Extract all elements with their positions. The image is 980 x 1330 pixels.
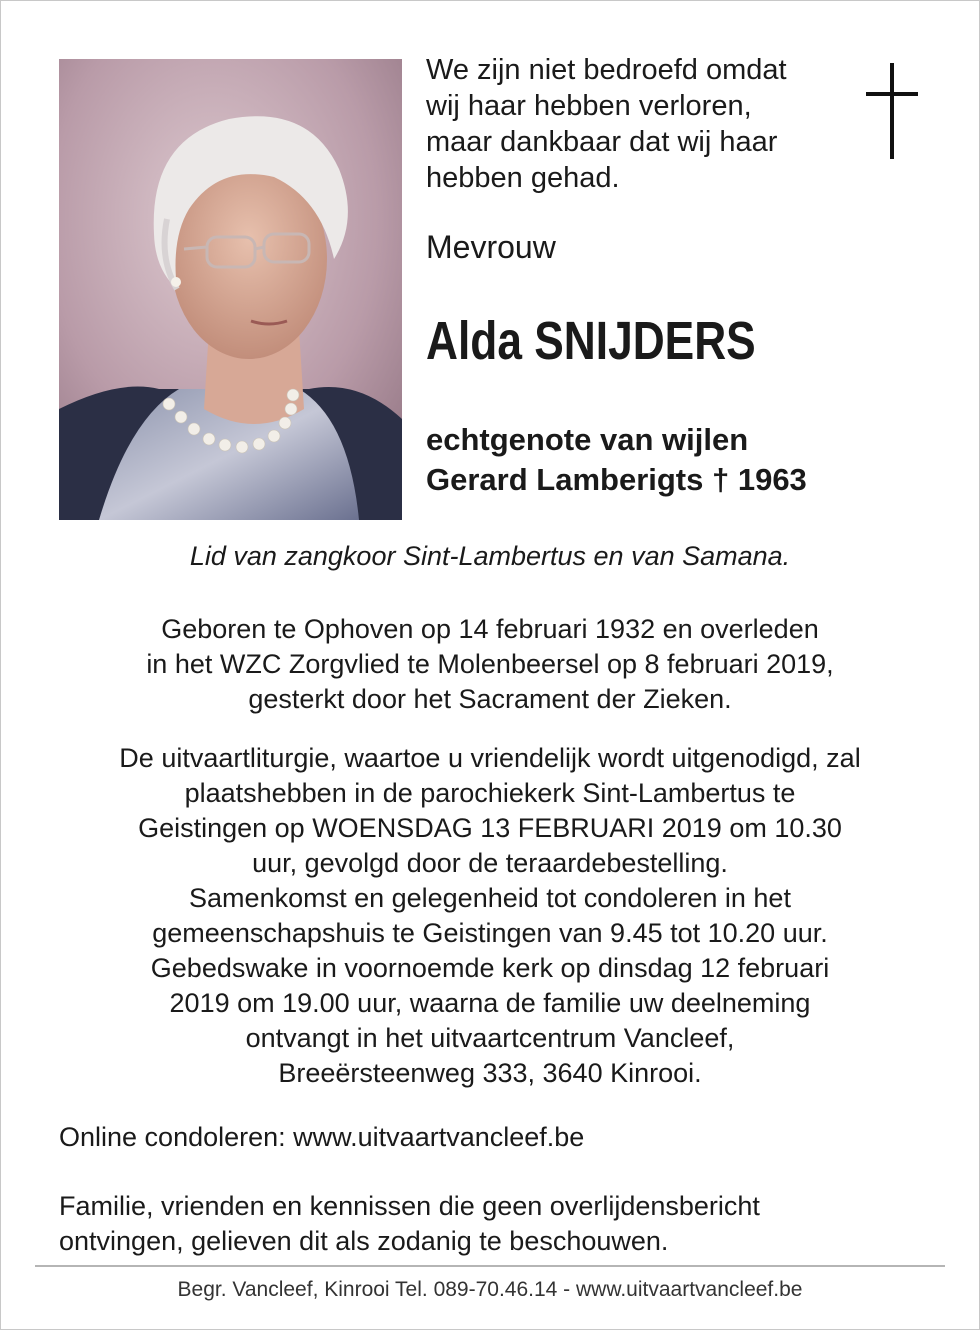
paragraph-line: Familie, vrienden en kennissen die geen overlijdensbericht — [59, 1191, 760, 1221]
cross-icon — [862, 63, 922, 159]
paragraph-line: Gebedswake in voornoemde kerk op dinsdag 12 februari — [150, 953, 830, 983]
spouse-line: Gerard Lamberigts † 1963 — [426, 462, 807, 497]
paragraph-line: De uitvaartliturgie, waartoe u vriendelijk wordt uitgenodigd, zal — [119, 743, 861, 773]
paragraph-line: Geistingen op WOENSDAG 13 FEBRUARI 2019 om 10.30 — [138, 813, 842, 843]
quote-line: We zijn niet bedroefd omdat — [426, 54, 787, 86]
paragraph-line: gemeenschapshuis te Geistingen van 9.45 tot 10.20 uur. — [152, 918, 828, 948]
paragraph-line: Breeërsteenweg 333, 3640 Kinrooi. — [278, 1058, 702, 1088]
spouse-info — [426, 420, 807, 500]
memorial-quote — [426, 52, 846, 196]
paragraph-line: ontvingen, gelieven dit als zodanig te beschouwen. — [59, 1226, 669, 1256]
footer-divider — [35, 1265, 945, 1267]
birth-death-paragraph — [30, 612, 950, 717]
funeral-home-footer: Begr. Vancleef, Kinrooi Tel. 089-70.46.14 - www.uitvaartvancleef.be — [177, 1278, 803, 1301]
paragraph-line: Samenkomst en gelegenheid tot condoleren in het — [189, 883, 791, 913]
quote-line: wij haar hebben verloren, — [426, 90, 752, 122]
paragraph-line: in het WZC Zorgvlied te Molenbeersel op 8 februari 2019, — [146, 649, 834, 679]
family-notice — [59, 1189, 939, 1259]
paragraph-line: uur, gevolgd door de teraardebestelling. — [252, 848, 728, 878]
membership-text: Lid van zangkoor Sint-Lambertus en van Samana. — [189, 541, 791, 571]
funeral-paragraph — [30, 741, 950, 1091]
paragraph-line: gesterkt door het Sacrament der Zieken. — [248, 684, 732, 714]
paragraph-line: Geboren te Ophoven op 14 februari 1932 en overleden — [161, 614, 819, 644]
honorific: Mevrouw — [426, 229, 556, 265]
spouse-line: echtgenote van wijlen — [426, 422, 749, 457]
paragraph-line: 2019 om 19.00 uur, waarna de familie uw deelneming — [169, 988, 811, 1018]
online-condolence — [59, 1120, 939, 1155]
paragraph-line: ontvangt in het uitvaartcentrum Vancleef, — [245, 1023, 735, 1053]
quote-line: maar dankbaar dat wij haar — [426, 126, 778, 158]
paragraph-line: plaatshebben in de parochiekerk Sint-Lambertus te — [184, 778, 796, 808]
deceased-name: Alda SNIJDERS — [426, 311, 756, 371]
quote-line: hebben gehad. — [426, 162, 620, 194]
online-condolence-text: Online condoleren: www.uitvaartvancleef.be — [59, 1122, 585, 1152]
portrait-photo — [59, 59, 402, 520]
